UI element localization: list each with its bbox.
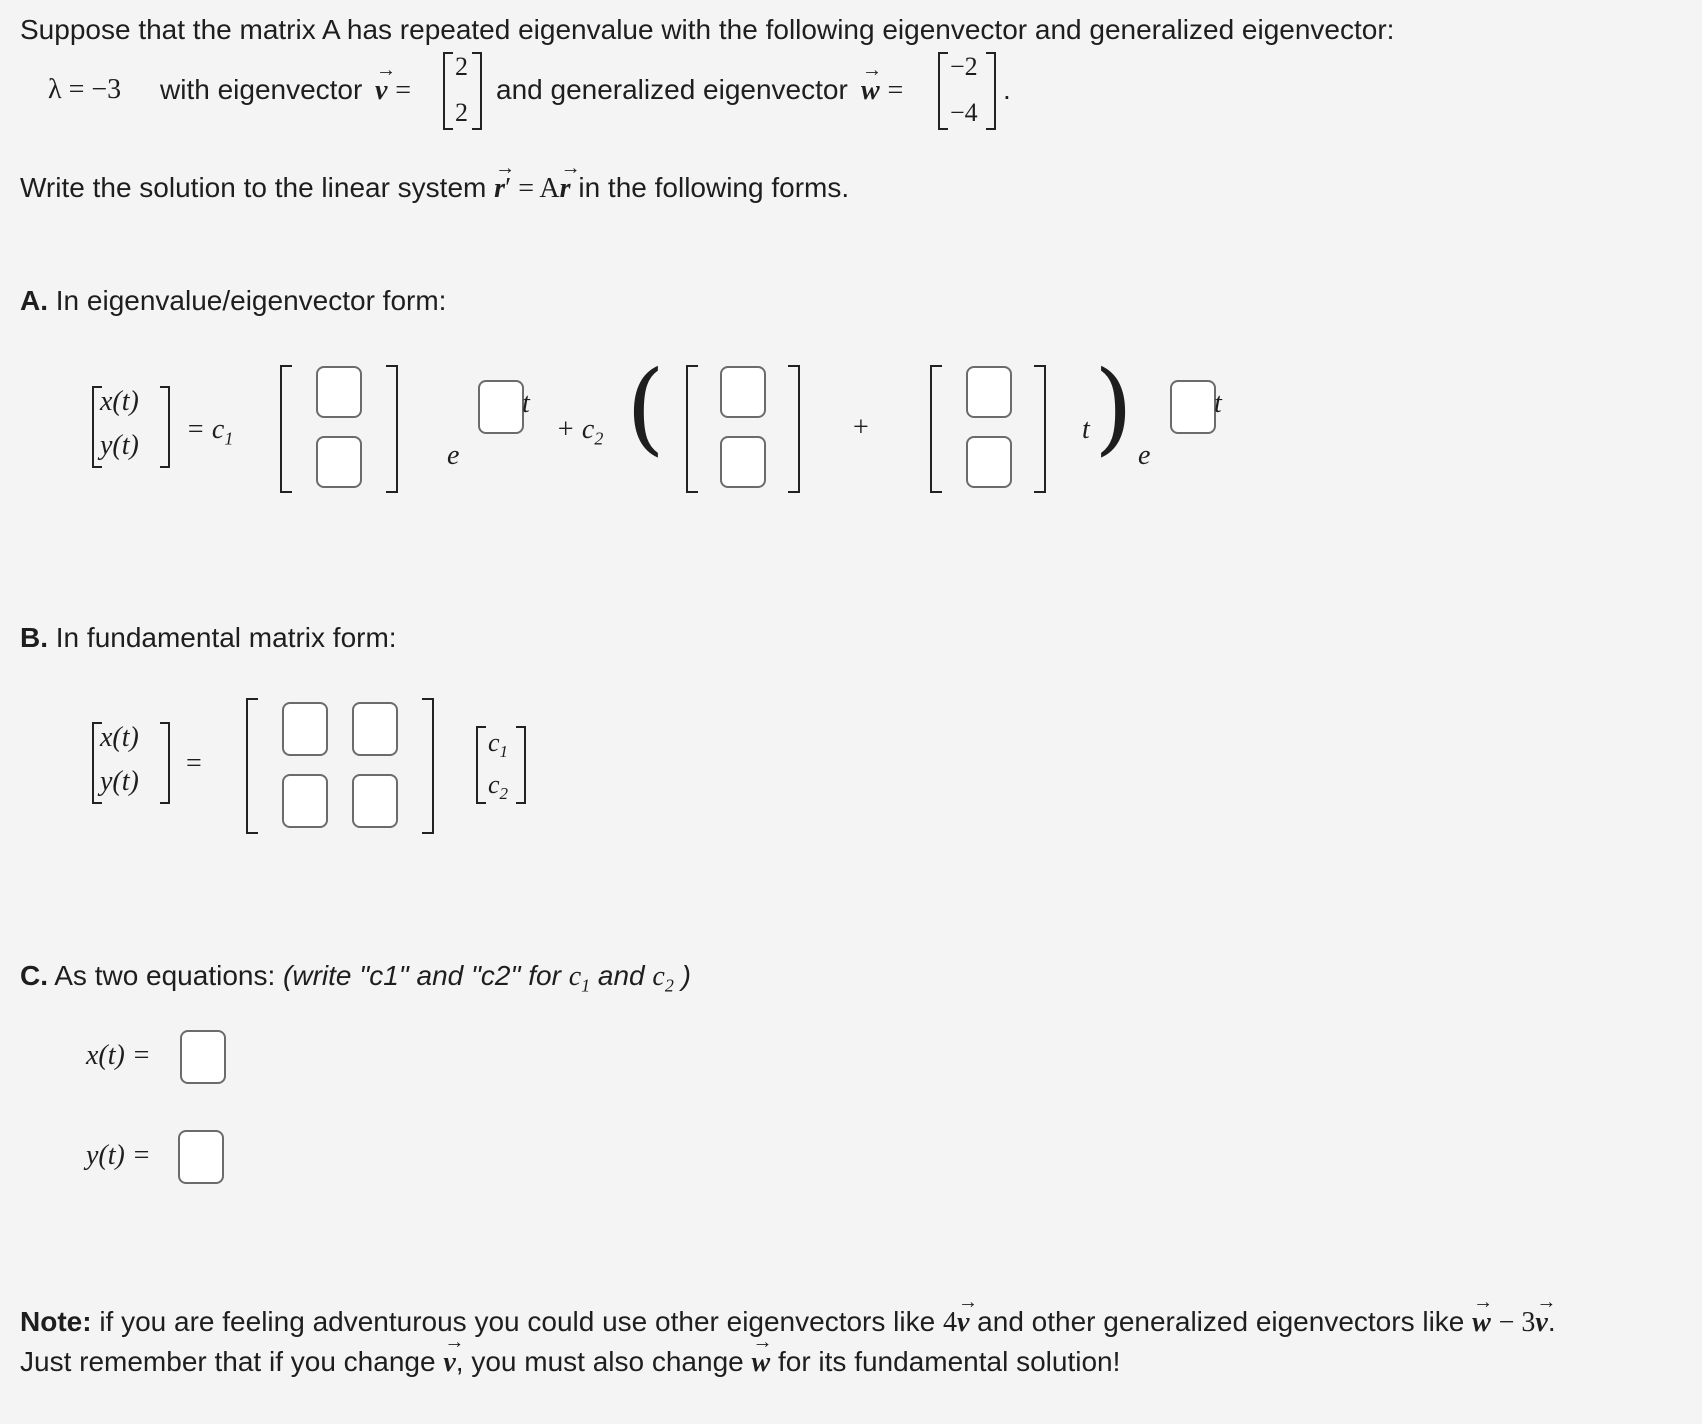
note-text1: if you are feeling adventurous you could use other eigenvectors like	[99, 1306, 936, 1337]
note-line2b: , you must also change	[455, 1346, 744, 1377]
vec3-entry2-input[interactable]	[966, 436, 1012, 488]
y-of-t-a: y(t)	[100, 430, 139, 461]
c1-letter: c	[488, 728, 500, 757]
y-of-t-b: y(t)	[100, 766, 139, 797]
part-a-title: In eigenvalue/eigenvector form:	[55, 285, 447, 316]
exponent1-input[interactable]	[478, 380, 524, 434]
xy-bracket-right-b	[160, 722, 170, 804]
matrix-bracket-right	[422, 698, 434, 834]
part-c-label: C.	[20, 960, 48, 991]
hint-c2-sub: 2	[664, 975, 674, 996]
r-vector-2: → r	[560, 173, 571, 205]
write-suffix: in the following forms.	[578, 172, 850, 203]
note-line2-v: → v	[443, 1347, 455, 1379]
matrix-12-input[interactable]	[352, 702, 398, 756]
y-equation-input[interactable]	[178, 1130, 224, 1184]
part-c-title: As two equations:	[54, 960, 276, 991]
c1-entry	[488, 728, 508, 762]
equals-b: =	[186, 748, 202, 779]
x-of-t-b: x(t)	[100, 722, 139, 753]
vec2-bracket-right	[788, 365, 800, 493]
vec1-bracket-right	[386, 365, 398, 493]
x-of-t-a: x(t)	[100, 386, 139, 417]
plus-c2: + c	[556, 414, 595, 445]
x-equation-label: x(t) =	[86, 1040, 151, 1071]
w-name: → w	[861, 75, 880, 107]
exp-t-1: t	[522, 388, 530, 419]
matrix-11-input[interactable]	[282, 702, 328, 756]
exponent2-input[interactable]	[1170, 380, 1216, 434]
note-text2: and other generalized eigenvectors like	[977, 1306, 1465, 1337]
w-entry-1: −2	[950, 52, 978, 81]
note-line2-w: → w	[752, 1347, 771, 1379]
c2-entry-sub: 2	[499, 784, 509, 804]
c2-letter: c	[488, 770, 500, 799]
hint-c2-letter: c	[652, 961, 665, 992]
write-solution-line	[20, 172, 849, 205]
intro-line1: Suppose that the matrix A has repeated eigenvalue with the following eigenvector and generalized eigenvector:	[20, 14, 1395, 45]
vec2-bracket-left	[686, 365, 698, 493]
note-w: → w	[1472, 1307, 1491, 1339]
matrix-22-input[interactable]	[352, 774, 398, 828]
intro-period: .	[1003, 74, 1011, 105]
exp-base-1: e	[447, 440, 460, 471]
v-entry-1: 2	[455, 52, 468, 81]
note-line2c: for its fundamental solution!	[777, 1346, 1121, 1377]
exp-base-2: e	[1138, 440, 1151, 471]
eigenvalue: λ = −3	[48, 74, 122, 105]
c1-entry-sub: 1	[499, 742, 509, 762]
paren-close: )	[1094, 349, 1134, 466]
note-label: Note:	[20, 1306, 92, 1337]
matrix-bracket-left	[246, 698, 258, 834]
hint-c1	[568, 961, 591, 996]
note-v: → v	[957, 1307, 969, 1339]
w-symbol: → w =	[861, 74, 903, 107]
vec1-entry2-input[interactable]	[316, 436, 362, 488]
part-c-heading	[20, 960, 691, 997]
hint-c1-letter: c	[568, 961, 582, 992]
note-end: .	[1547, 1306, 1556, 1337]
w-entry-2: −4	[950, 98, 978, 127]
plus-sign: +	[853, 412, 869, 443]
note-line1	[20, 1306, 1556, 1339]
vec3-bracket-left	[930, 365, 942, 493]
part-a-label: A.	[20, 285, 48, 316]
t-multiplier: t	[1082, 414, 1090, 445]
c-bracket-right	[516, 726, 526, 804]
xy-bracket-right-a	[160, 386, 170, 468]
c2-sub: 2	[594, 428, 604, 449]
c-bracket-left	[476, 726, 486, 804]
w-bracket-right	[986, 52, 996, 130]
vec3-bracket-right	[1034, 365, 1046, 493]
vec1-entry1-input[interactable]	[316, 366, 362, 418]
vec3-entry1-input[interactable]	[966, 366, 1012, 418]
matrix-21-input[interactable]	[282, 774, 328, 828]
eq-c1: = c	[186, 414, 225, 445]
note-v2: → v	[1535, 1307, 1547, 1339]
part-b-title: In fundamental matrix form:	[55, 622, 397, 653]
hint-c1-sub: 1	[581, 975, 591, 996]
note-line2a: Just remember that if you change	[20, 1346, 436, 1377]
x-equation-input[interactable]	[180, 1030, 226, 1084]
v-bracket-left	[443, 52, 453, 130]
paren-open: (	[626, 349, 666, 466]
part-b-heading	[20, 622, 397, 654]
vec1-bracket-left	[280, 365, 292, 493]
v-name: → v	[375, 75, 387, 107]
r-vector: → r	[494, 173, 505, 205]
part-a-heading	[20, 285, 446, 317]
v-bracket-right	[472, 52, 482, 130]
c1-sub: 1	[224, 428, 234, 449]
vec2-entry1-input[interactable]	[720, 366, 766, 418]
exp-t-2: t	[1214, 388, 1222, 419]
c2-entry	[488, 770, 508, 804]
c1-coef	[186, 414, 233, 450]
v-symbol: → v =	[375, 74, 411, 107]
w-bracket-left	[938, 52, 948, 130]
y-equation-label: y(t) =	[86, 1140, 151, 1171]
hint-close: )	[681, 960, 691, 991]
note-minus-three: − 3	[1498, 1307, 1536, 1338]
note-four: 4	[942, 1307, 957, 1338]
vec2-entry2-input[interactable]	[720, 436, 766, 488]
and-generalized-text: and generalized eigenvector	[496, 74, 848, 105]
v-entry-2: 2	[455, 98, 468, 127]
part-c-hint: (write "c1" and "c2" for	[283, 960, 561, 991]
part-b-label: B.	[20, 622, 48, 653]
write-prefix: Write the solution to the linear system	[20, 172, 487, 203]
hint-and: and	[597, 960, 645, 991]
c2-coef	[556, 414, 603, 450]
system-eq-mid: ′ = A	[505, 173, 560, 204]
with-eigenvector-text: with eigenvector	[160, 74, 363, 105]
hint-c2	[652, 961, 674, 996]
note-line2	[20, 1346, 1120, 1379]
